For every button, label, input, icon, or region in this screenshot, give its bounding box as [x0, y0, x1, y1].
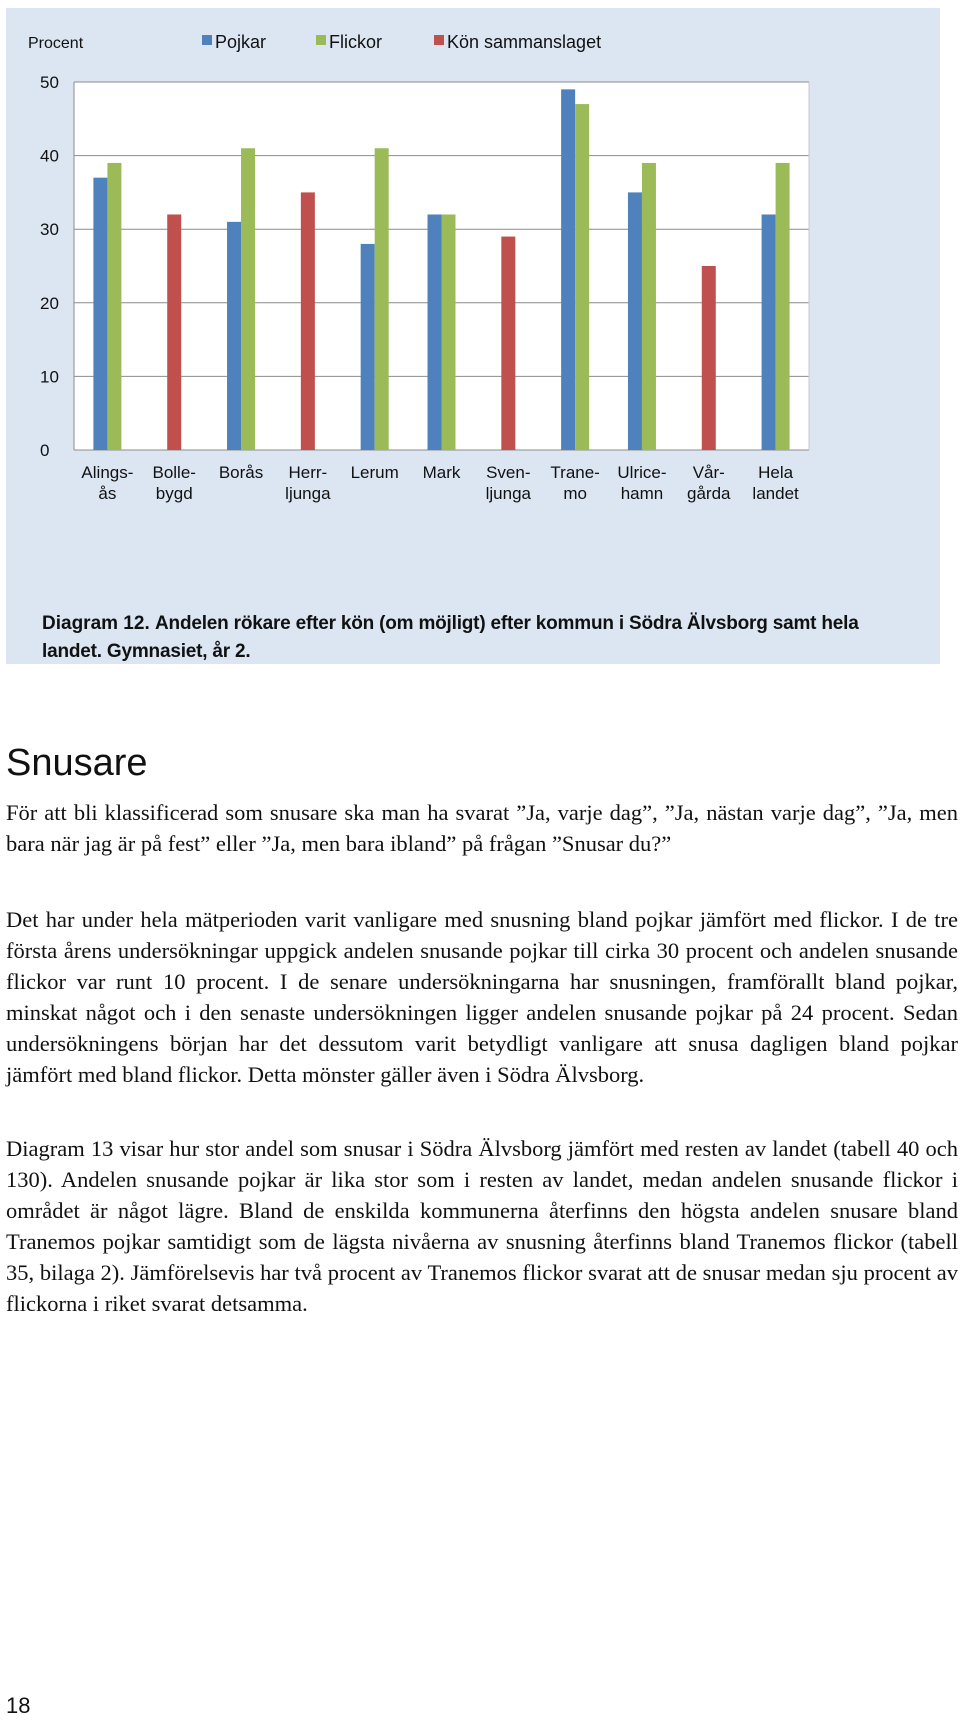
- x-tick-label: Ulrice-: [617, 463, 667, 482]
- y-tick-label: 20: [40, 293, 59, 313]
- bar: [561, 89, 575, 450]
- x-tick-label: gårda: [687, 484, 731, 503]
- bar: [642, 163, 656, 450]
- x-tick-label: bygd: [155, 484, 193, 503]
- bar: [301, 192, 315, 450]
- x-tick-label: Sven-: [486, 463, 531, 482]
- bar: [227, 222, 241, 450]
- legend-swatch: [316, 35, 326, 45]
- chart-caption: [42, 610, 922, 666]
- section-heading: Snusare: [6, 742, 148, 784]
- x-tick-label: Vår-: [692, 463, 725, 482]
- y-tick-label: 40: [40, 146, 59, 166]
- x-tick-label: ås: [98, 484, 117, 503]
- bar: [375, 148, 389, 450]
- x-tick-label: mo: [563, 484, 587, 503]
- paragraph-diagram-13: Diagram 13 visar hur stor andel som snusar i Södra Älvsborg jämfört med resten av landet (tabell 40 och 130). Andelen snusande pojkar är lika stor som i resten av landet, medan andelen snusande flickor i området är något lägre. Bland de enskilda kommunerna återfinns den högsta andelen snusare bland Tranemos pojkar samtidigt som de lägsta nivåerna av snusning återfinns bland Tranemos flickor (tabell 35, bilaga 2). Jämförelsevis har två procent av Tranemos flickor svarat att de snusar medan sju procent av flickorna i riket svarat detsamma.: [6, 1136, 958, 1316]
- caption-label: Diagram 12.: [42, 613, 150, 634]
- page-number: 18: [6, 1693, 31, 1718]
- x-tick-label: ljunga: [285, 484, 331, 503]
- bar: [361, 244, 375, 450]
- bar: [428, 214, 442, 450]
- y-axis-label: Procent: [28, 35, 84, 52]
- x-tick-label: Herr-: [288, 463, 328, 482]
- legend-label: Kön sammanslaget: [447, 32, 602, 52]
- x-tick-label: Mark: [422, 463, 461, 482]
- x-tick-label: Lerum: [350, 463, 399, 482]
- legend-label: Flickor: [329, 32, 382, 52]
- bar: [628, 192, 642, 450]
- x-tick-label: Alings-: [81, 463, 134, 482]
- x-tick-label: hamn: [620, 484, 664, 503]
- bar: [442, 214, 456, 450]
- legend-swatch: [202, 35, 212, 45]
- y-tick-label: 50: [40, 73, 59, 92]
- y-tick-label: 0: [40, 441, 50, 460]
- paragraph-definition: För att bli klassificerad som snusare ska man ha svarat ”Ja, varje dag”, ”Ja, nästan varje dag”, ”Ja, men bara när jag är på fest” eller ”Ja, men bara ibland” på frågan ”Snusar du?”: [6, 800, 958, 856]
- bar: [93, 178, 107, 450]
- x-tick-label: ljunga: [485, 484, 532, 503]
- bar: [575, 104, 589, 450]
- bar: [762, 214, 776, 450]
- bar-chart: [6, 8, 940, 568]
- x-tick-label: Bolle-: [152, 463, 196, 482]
- legend-label: Pojkar: [215, 32, 267, 52]
- bar: [167, 214, 181, 450]
- bar: [501, 237, 515, 450]
- x-tick-label: Borås: [218, 463, 264, 482]
- chart-panel: [6, 8, 940, 664]
- bar: [107, 163, 121, 450]
- x-tick-label: Trane-: [550, 463, 600, 482]
- caption-text: Andelen rökare efter kön (om möjligt) efter kommun i Södra Älvsborg samt hela landet. Gymnasiet, år 2.: [42, 613, 859, 662]
- x-tick-label: landet: [752, 484, 799, 503]
- bar: [702, 266, 716, 450]
- legend-swatch: [434, 35, 444, 45]
- bar: [776, 163, 790, 450]
- y-tick-label: 10: [40, 367, 59, 387]
- y-tick-label: 30: [40, 220, 59, 240]
- paragraph-trend: Det har under hela mätperioden varit vanligare med snusning bland pojkar jämfört med flickor. I de tre första årens undersökningar uppgick andelen snusande pojkar till cirka 30 procent och andelen snusande flickor var runt 10 procent. I de senare undersökningarna har snusningen, framförallt bland pojkar, minskat något och i den senaste undersökningen ligger andelen snusande pojkar på 24 procent. Sedan undersökningens början har det dessutom varit betydligt vanligare att snusa dagligen bland pojkar jämfört med bland flickor. Detta mönster gäller även i Södra Älvsborg.: [6, 907, 958, 1087]
- bar: [241, 148, 255, 450]
- x-tick-label: Hela: [758, 463, 794, 482]
